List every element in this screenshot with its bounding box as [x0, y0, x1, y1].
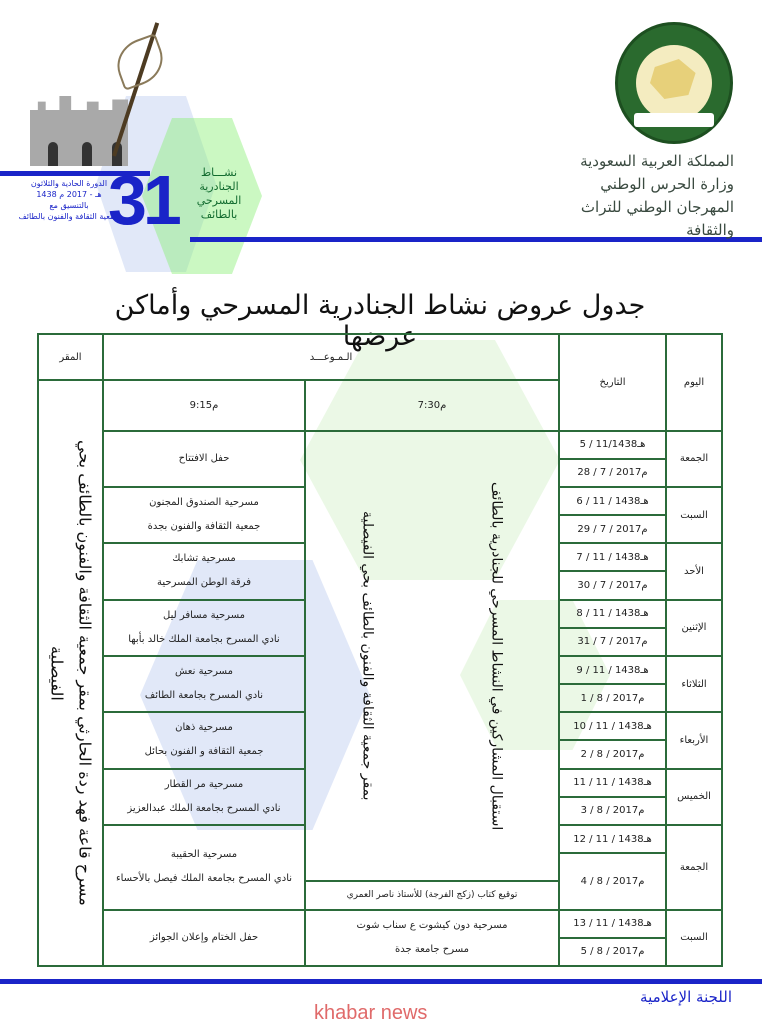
hijri-date: 9 / 11 / 1438هـ: [559, 656, 666, 684]
play-name: مسرحية الحقيبة: [170, 849, 238, 861]
day-cell: الأربعاء: [666, 712, 722, 768]
day-cell: الجمعة: [666, 431, 722, 487]
event-cell: [103, 487, 305, 543]
play-name: مسرحية نعش: [175, 666, 233, 678]
hijri-date: 10 / 11 / 1438هـ: [559, 712, 666, 740]
schedule-table: [37, 333, 723, 967]
closing-cell: حفل الختام وإعلان الجوائز: [103, 910, 305, 966]
header-venue: المقر: [38, 334, 103, 380]
gregorian-date: 28 / 7 / 2017م: [559, 459, 666, 487]
troupe-name: مسرح جامعة جدة: [394, 943, 470, 955]
ministry-line: المهرجان الوطني للتراث والثقافة: [580, 198, 734, 239]
activity-line: الجنادرية: [199, 180, 239, 193]
gregorian-date: 30 / 7 / 2017م: [559, 571, 666, 599]
play-name: مسرحية تشابك: [172, 553, 236, 565]
hijri-date: 8 / 11 / 1438هـ: [559, 600, 666, 628]
event-cell: [305, 910, 559, 966]
event-cell: [103, 712, 305, 768]
activity-label: [188, 166, 250, 222]
session-info: [16, 178, 122, 222]
event-cell: [103, 543, 305, 599]
hijri-date: 11 / 11 / 1438هـ: [559, 769, 666, 797]
hijri-date: 5 / 11/1438هـ: [559, 431, 666, 459]
hijri-date: 7 / 11 / 1438هـ: [559, 543, 666, 571]
play-name: مسرحية ذهان: [175, 722, 233, 734]
event-cell: [103, 656, 305, 712]
hijri-date: 12 / 11 / 1438هـ: [559, 825, 666, 853]
gregorian-date: 4 / 8 / 2017م: [559, 853, 666, 909]
activity-line: بالطائف: [200, 208, 238, 221]
castle-window: [82, 142, 92, 166]
session-line: الدورة الحادية والثلاثون: [30, 179, 108, 188]
header-date: التاريخ: [559, 334, 666, 431]
time-slot-1: 7:30م: [305, 380, 559, 430]
troupe-name: جمعية الثقافة والفنون بجدة: [147, 521, 261, 533]
festival-number: 31: [108, 161, 178, 239]
ministry-text: [574, 150, 734, 242]
gregorian-date: 2 / 8 / 2017م: [559, 740, 666, 768]
play-name: مسرحية دون كيشوت ع سناب شوت: [356, 919, 508, 931]
troupe-name: نادي المسرح بجامعة الملك عبدالعزيز: [127, 802, 281, 814]
gregorian-date: 1 / 8 / 2017م: [559, 684, 666, 712]
session-line: بالتنسيق مع: [49, 201, 89, 210]
play-name: مسرحية الصندوق المجنون: [149, 497, 259, 509]
arrivals-line: استقبال المشاركين في النشاط المسرحي للجنادرية بالطائف: [488, 481, 505, 831]
ministry-line: وزارة الحرس الوطني: [600, 175, 734, 193]
event-cell: [103, 825, 305, 910]
time-slot-2: 9:15م: [103, 380, 305, 430]
day-cell: الجمعة: [666, 825, 722, 910]
gregorian-date: 5 / 8 / 2017م: [559, 938, 666, 966]
activity-line: المسرحي: [196, 194, 242, 207]
venue-text: مسرح قاعة فهد ردة الحارثي بمقر جمعية الثقافة والفنون بالطائف بحي الفيصلية: [47, 440, 95, 907]
book-signing: توقيع كتاب (زكج الفرجة) للأستاذ ناصر العمري: [305, 881, 559, 909]
header-time: الـمـوعـــد: [103, 334, 559, 380]
hijri-date: 6 / 11 / 1438هـ: [559, 487, 666, 515]
hijri-date: 13 / 11 / 1438هـ: [559, 910, 666, 938]
troupe-name: نادي المسرح بجامعة الطائف: [144, 690, 264, 702]
gregorian-date: 31 / 7 / 2017م: [559, 628, 666, 656]
troupe-name: فرقة الوطن المسرحية: [157, 577, 251, 589]
national-guard-emblem: [615, 22, 733, 144]
event-cell: [103, 600, 305, 656]
arrivals-line: بمقر جمعية الثقافة والفنون بالطائف بحي الفيصلية: [359, 511, 376, 801]
castle-window: [48, 142, 58, 166]
troupe-name: نادي المسرح بجامعة الملك فيصل بالأحساء: [115, 873, 293, 885]
watermark: khabar news: [314, 1002, 428, 1024]
arrivals-cell: [305, 431, 559, 882]
activity-line: نشـــاط: [200, 166, 238, 179]
day-cell: الخميس: [666, 769, 722, 825]
troupe-name: نادي المسرح بجامعة الملك خالد بأبها: [128, 633, 280, 645]
feather-icon: [110, 33, 170, 91]
play-name: مسرحية مر القطار: [164, 778, 244, 790]
gregorian-date: 29 / 7 / 2017م: [559, 515, 666, 543]
venue-cell: [38, 380, 103, 966]
emblem-center: [636, 45, 712, 121]
gregorian-date: 3 / 8 / 2017م: [559, 797, 666, 825]
emblem-ribbon: [634, 113, 714, 127]
header-day: اليوم: [666, 334, 722, 431]
page-title: جدول عروض نشاط الجنادرية المسرحي وأماكن عرضها: [114, 290, 646, 352]
session-line: جمعية الثقافة والفنون بالطائف: [18, 212, 120, 221]
troupe-name: جمعية الثقافة و الفنون بحائل: [144, 746, 264, 758]
media-committee: اللجنة الإعلامية: [640, 988, 732, 1006]
saudi-map-icon: [650, 59, 698, 99]
day-cell: الثلاثاء: [666, 656, 722, 712]
event-cell: [103, 769, 305, 825]
day-cell: السبت: [666, 487, 722, 543]
day-cell: الأحد: [666, 543, 722, 599]
day-cell: الإثنين: [666, 600, 722, 656]
session-line: 1438 هـ - 2017 م: [36, 190, 102, 199]
play-name: مسرحية مسافر ليل: [163, 609, 245, 621]
event-cell: حفل الافتتاح: [103, 431, 305, 487]
arrivals-text: [306, 446, 558, 866]
day-cell: السبت: [666, 910, 722, 966]
footer-band: [0, 979, 762, 984]
ministry-line: المملكة العربية السعودية: [580, 152, 734, 170]
